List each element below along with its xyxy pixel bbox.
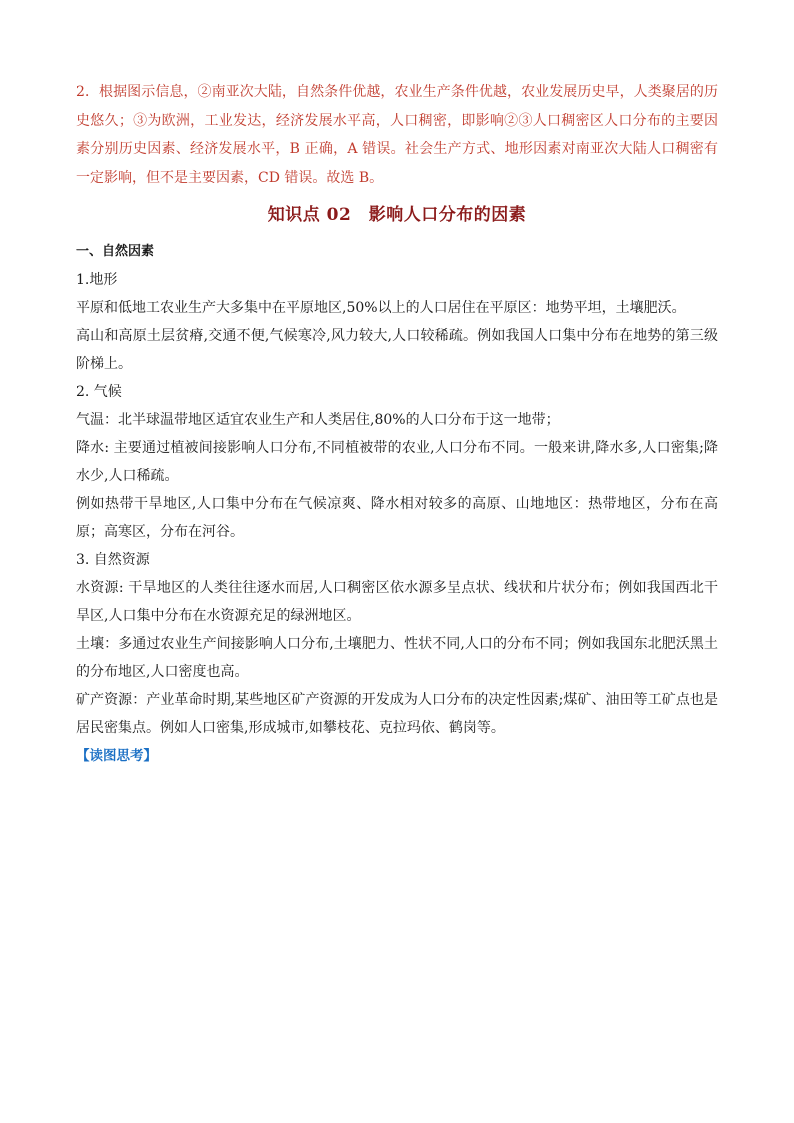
- climate-paragraph-1: 气温：北半球温带地区适宜农业生产和人类居住,80%的人口分布于这一地带；: [76, 412, 560, 428]
- terrain-paragraph-1: 平原和低地工农业生产大多集中在平原地区,50%以上的人口居住在平原区：地势平坦，土壤肥沃。: [76, 300, 686, 316]
- climate-paragraph-2: 降水: 主要通过植被间接影响人口分布,不同植被带的农业,人口分布不同。一般来讲,降水多,人口密集;降水少,人口稀疏。: [76, 440, 718, 484]
- climate-title: 2. 气候: [76, 384, 122, 400]
- natural-factors-heading: 一、自然因素: [76, 244, 155, 259]
- terrain-title: 1.地形: [76, 272, 118, 288]
- resources-title: 3. 自然资源: [76, 552, 150, 568]
- section-title: 知识点 02 影响人口分布的因素: [267, 205, 527, 225]
- read-think-label: 【读图思考】: [76, 748, 157, 764]
- climate-paragraph-3: 例如热带干旱地区,人口集中分布在气候凉爽、降水相对较多的高原、山地地区：热带地区，分布在高原；高寒区，分布在河谷。: [76, 496, 718, 540]
- terrain-paragraph-2: 高山和高原土层贫瘠,交通不便,气候寒冷,风力较大,人口较稀疏。例如我国人口集中分布在地势的第三级阶梯上。: [76, 328, 718, 372]
- answer-explanation: 2．根据图示信息，②南亚次大陆，自然条件优越，农业生产条件优越，农业发展历史早，人类聚居的历史悠久；③为欧洲，工业发达，经济发展水平高，人口稠密，即影响②③人口稠密区人口分布的主要因素分别历史因素、经济发展水平，B 正确，A 错误。社会生产方式、地形因素对南亚次大陆人口稠密有一定影响，但不是主要因素，CD 错误。故选 B。: [76, 84, 718, 186]
- resources-paragraph-1: 水资源: 干旱地区的人类往往逐水而居,人口稠密区依水源多呈点状、线状和片状分布；例如我国西北干旱区,人口集中分布在水资源充足的绿洲地区。: [76, 580, 718, 624]
- resources-paragraph-2: 土壤：多通过农业生产间接影响人口分布,土壤肥力、性状不同,人口的分布不同；例如我国东北肥沃黑土的分布地区,人口密度也高。: [76, 636, 718, 680]
- resources-paragraph-3: 矿产资源：产业革命时期,某些地区矿产资源的开发成为人口分布的决定性因素;煤矿、油田等工矿点也是居民密集点。例如人口密集,形成城市,如攀枝花、克拉玛依、鹤岗等。: [76, 692, 718, 736]
- document-page: [76, 78, 718, 770]
